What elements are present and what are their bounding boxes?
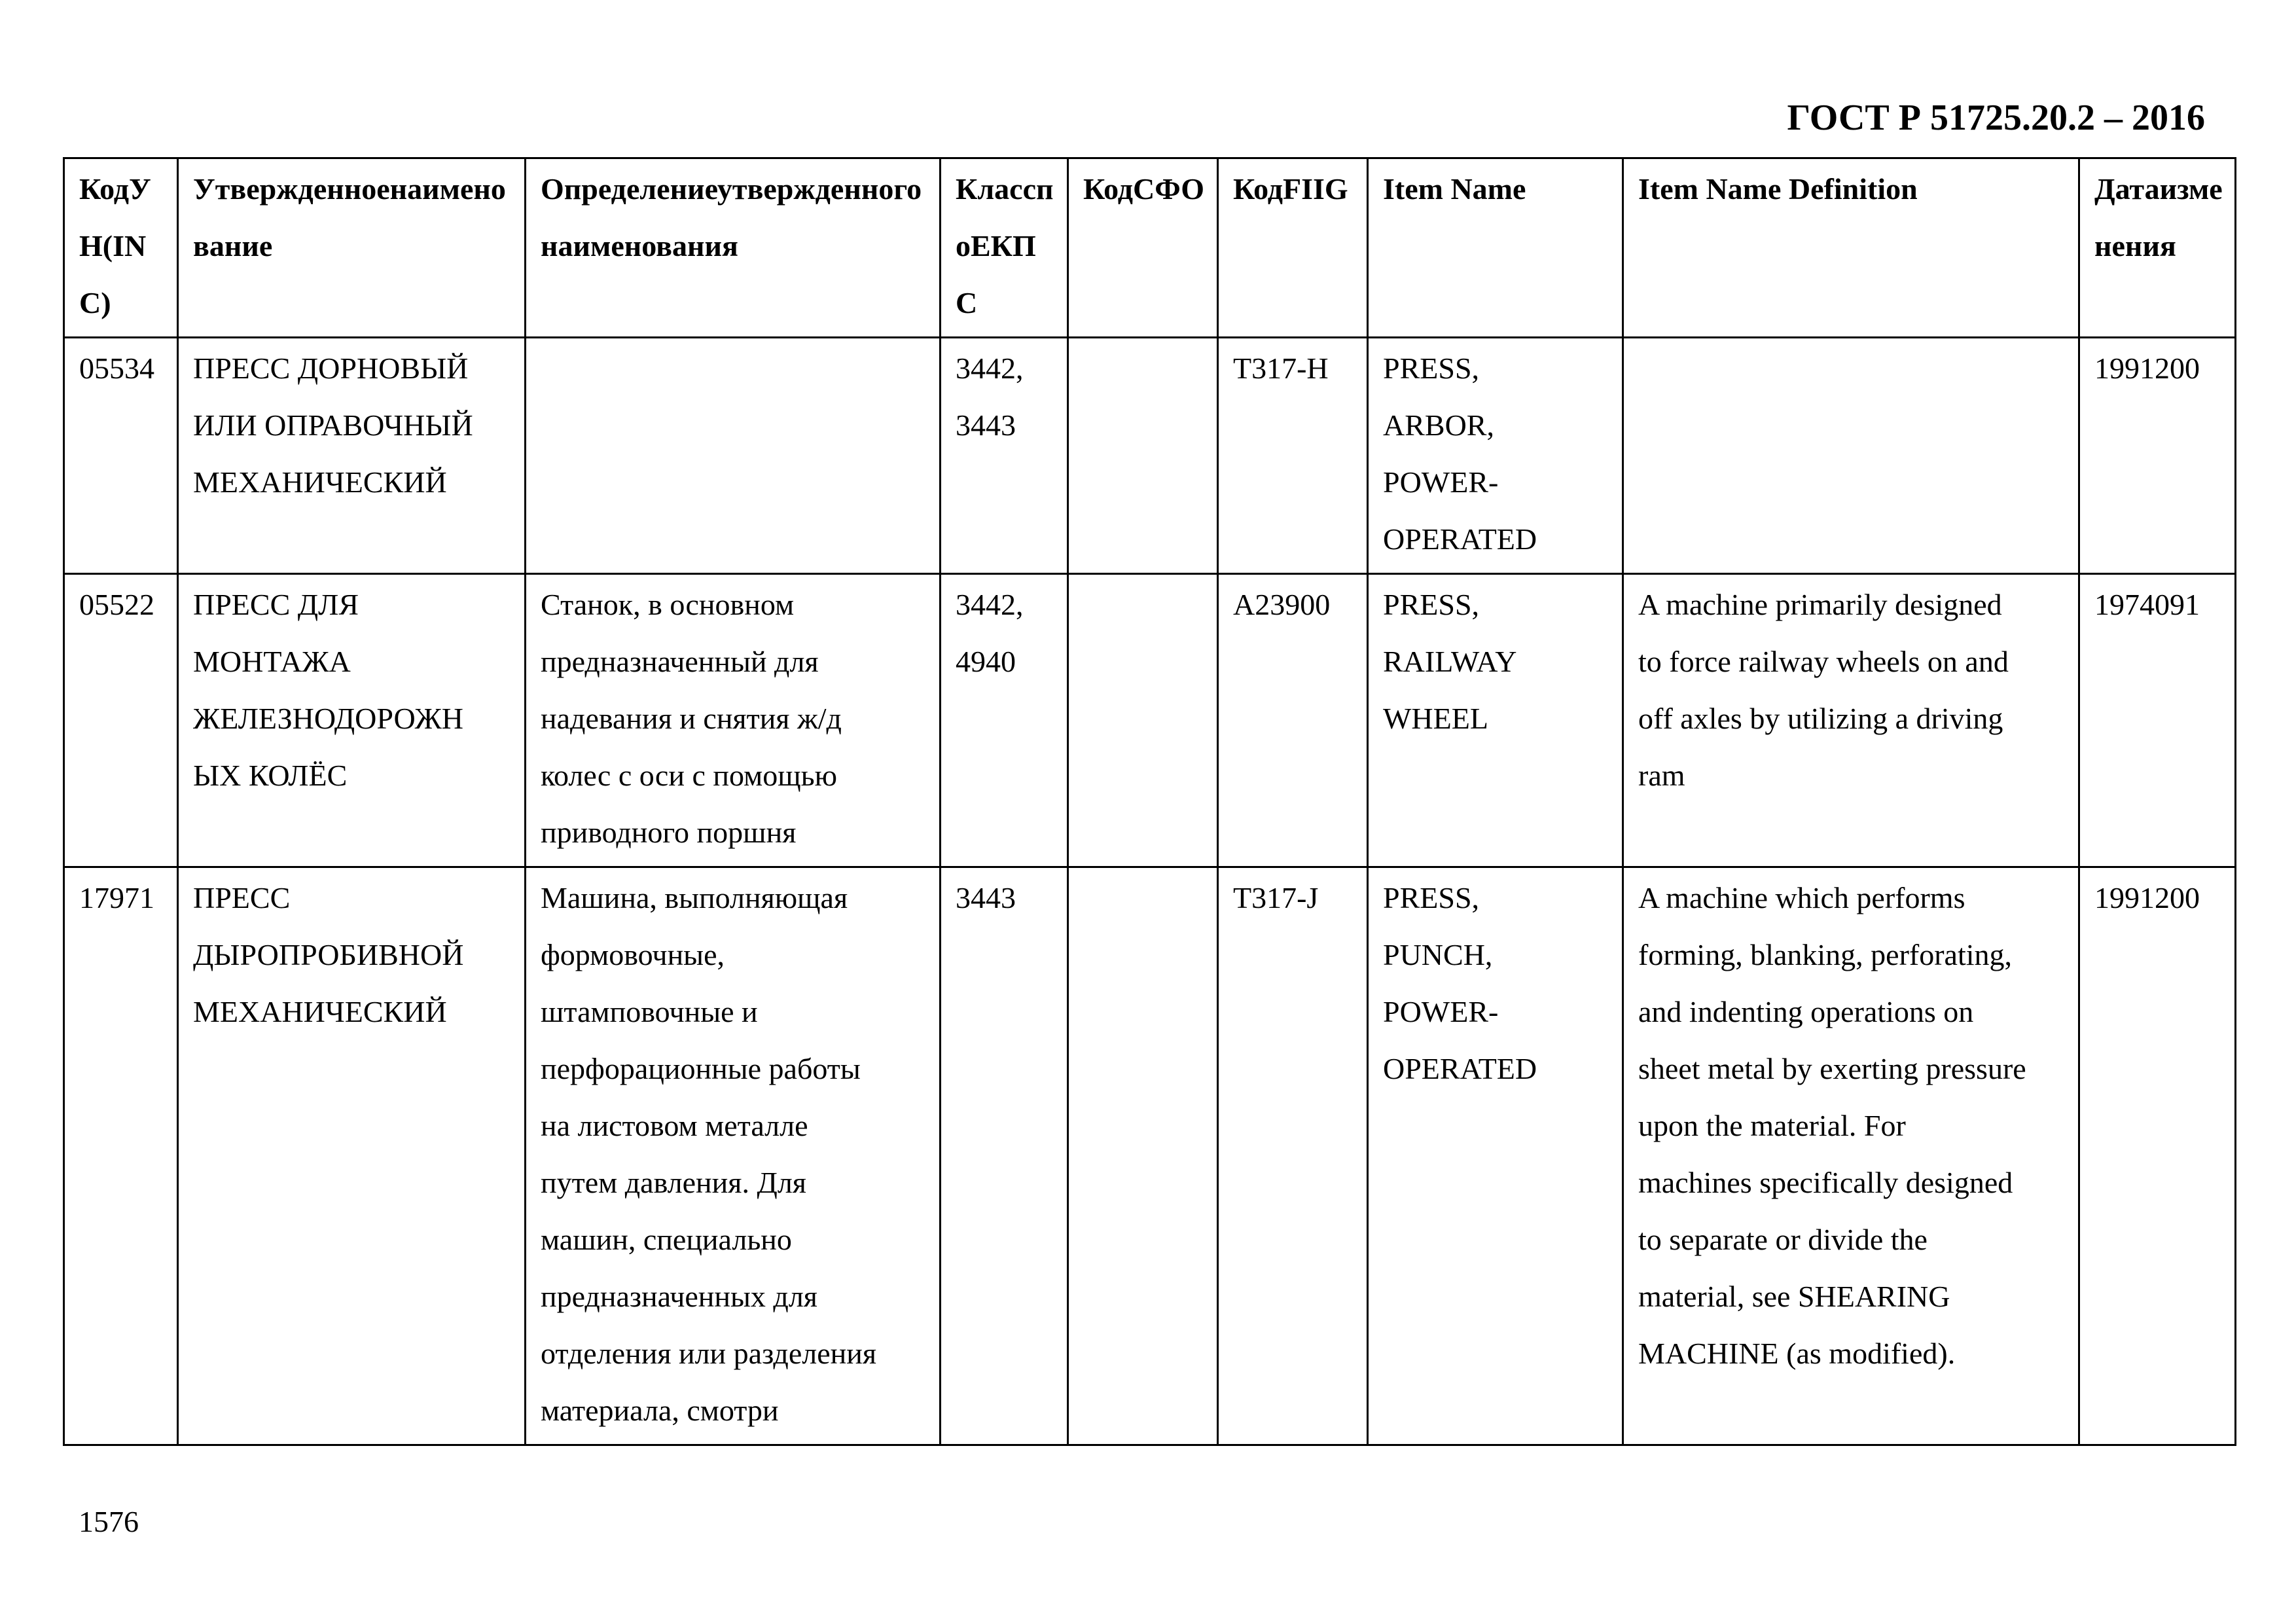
cell-change-date: 1991200 xyxy=(2079,867,2236,1445)
header-item-name: Item Name xyxy=(1368,158,1623,338)
classification-table xyxy=(63,157,2236,1446)
cell-name-definition: Станок, в основном предназначенный для надевания и снятия ж/д колес с оси с помощью приводного поршня xyxy=(526,574,941,867)
page-number: 1576 xyxy=(79,1505,139,1538)
header-inc-code: КодУН(INC) xyxy=(64,158,178,338)
header-fiig-code: КодFIIG xyxy=(1218,158,1368,338)
header-name-definition: Определениеутвержденногонаименования xyxy=(526,158,941,338)
cell-ekps-class: 3442, 3443 xyxy=(941,338,1068,574)
cell-approved-name: ПРЕСС ДЫРОПРОБИВНОЙ МЕХАНИЧЕСКИЙ xyxy=(178,867,526,1445)
cell-change-date: 1974091 xyxy=(2079,574,2236,867)
header-approved-name: Утвержденноенаименование xyxy=(178,158,526,338)
header-ekps-class: КласспоЕКПС xyxy=(941,158,1068,338)
table-header xyxy=(64,158,2236,338)
cell-inc-code: 05534 xyxy=(64,338,178,574)
cell-item-name: PRESS, PUNCH, POWER- OPERATED xyxy=(1368,867,1623,1445)
cell-name-definition: Машина, выполняющая формовочные, штамповочные и перфорационные работы на листовом металле путем давления. Для машин, специально предназначенных для отделения или разделения материала, смотри xyxy=(526,867,941,1445)
document-standard-title: ГОСТ Р 51725.20.2 – 2016 xyxy=(1787,98,2205,138)
header-item-name-definition: Item Name Definition xyxy=(1623,158,2079,338)
cell-sfo-code xyxy=(1068,867,1218,1445)
cell-sfo-code xyxy=(1068,338,1218,574)
cell-inc-code: 17971 xyxy=(64,867,178,1445)
header-change-date: Датаизменения xyxy=(2079,158,2236,338)
cell-change-date: 1991200 xyxy=(2079,338,2236,574)
table-row xyxy=(64,338,2236,574)
table-row xyxy=(64,574,2236,867)
cell-fiig-code: A23900 xyxy=(1218,574,1368,867)
cell-item-name-definition: A machine which performs forming, blanking, perforating, and indenting operations on sheet metal by exerting pressure upon the material. For machines specifically designed to separate or divide the material, see SHEARING MACHINE (as modified). xyxy=(1623,867,2079,1445)
cell-sfo-code xyxy=(1068,574,1218,867)
cell-ekps-class: 3442, 4940 xyxy=(941,574,1068,867)
header-sfo-code: КодСФО xyxy=(1068,158,1218,338)
cell-fiig-code: T317-H xyxy=(1218,338,1368,574)
cell-inc-code: 05522 xyxy=(64,574,178,867)
cell-approved-name: ПРЕСС ДОРНОВЫЙ ИЛИ ОПРАВОЧНЫЙ МЕХАНИЧЕСКИЙ xyxy=(178,338,526,574)
table-body xyxy=(64,338,2236,1445)
cell-ekps-class: 3443 xyxy=(941,867,1068,1445)
header-row xyxy=(64,158,2236,338)
cell-item-name: PRESS, ARBOR, POWER- OPERATED xyxy=(1368,338,1623,574)
cell-fiig-code: T317-J xyxy=(1218,867,1368,1445)
cell-name-definition xyxy=(526,338,941,574)
cell-item-name: PRESS, RAILWAY WHEEL xyxy=(1368,574,1623,867)
cell-approved-name: ПРЕСС ДЛЯ МОНТАЖА ЖЕЛЕЗНОДОРОЖН ЫХ КОЛЁС xyxy=(178,574,526,867)
cell-item-name-definition: A machine primarily designed to force railway wheels on and off axles by utilizing a driving ram xyxy=(1623,574,2079,867)
cell-item-name-definition xyxy=(1623,338,2079,574)
table-row xyxy=(64,867,2236,1445)
